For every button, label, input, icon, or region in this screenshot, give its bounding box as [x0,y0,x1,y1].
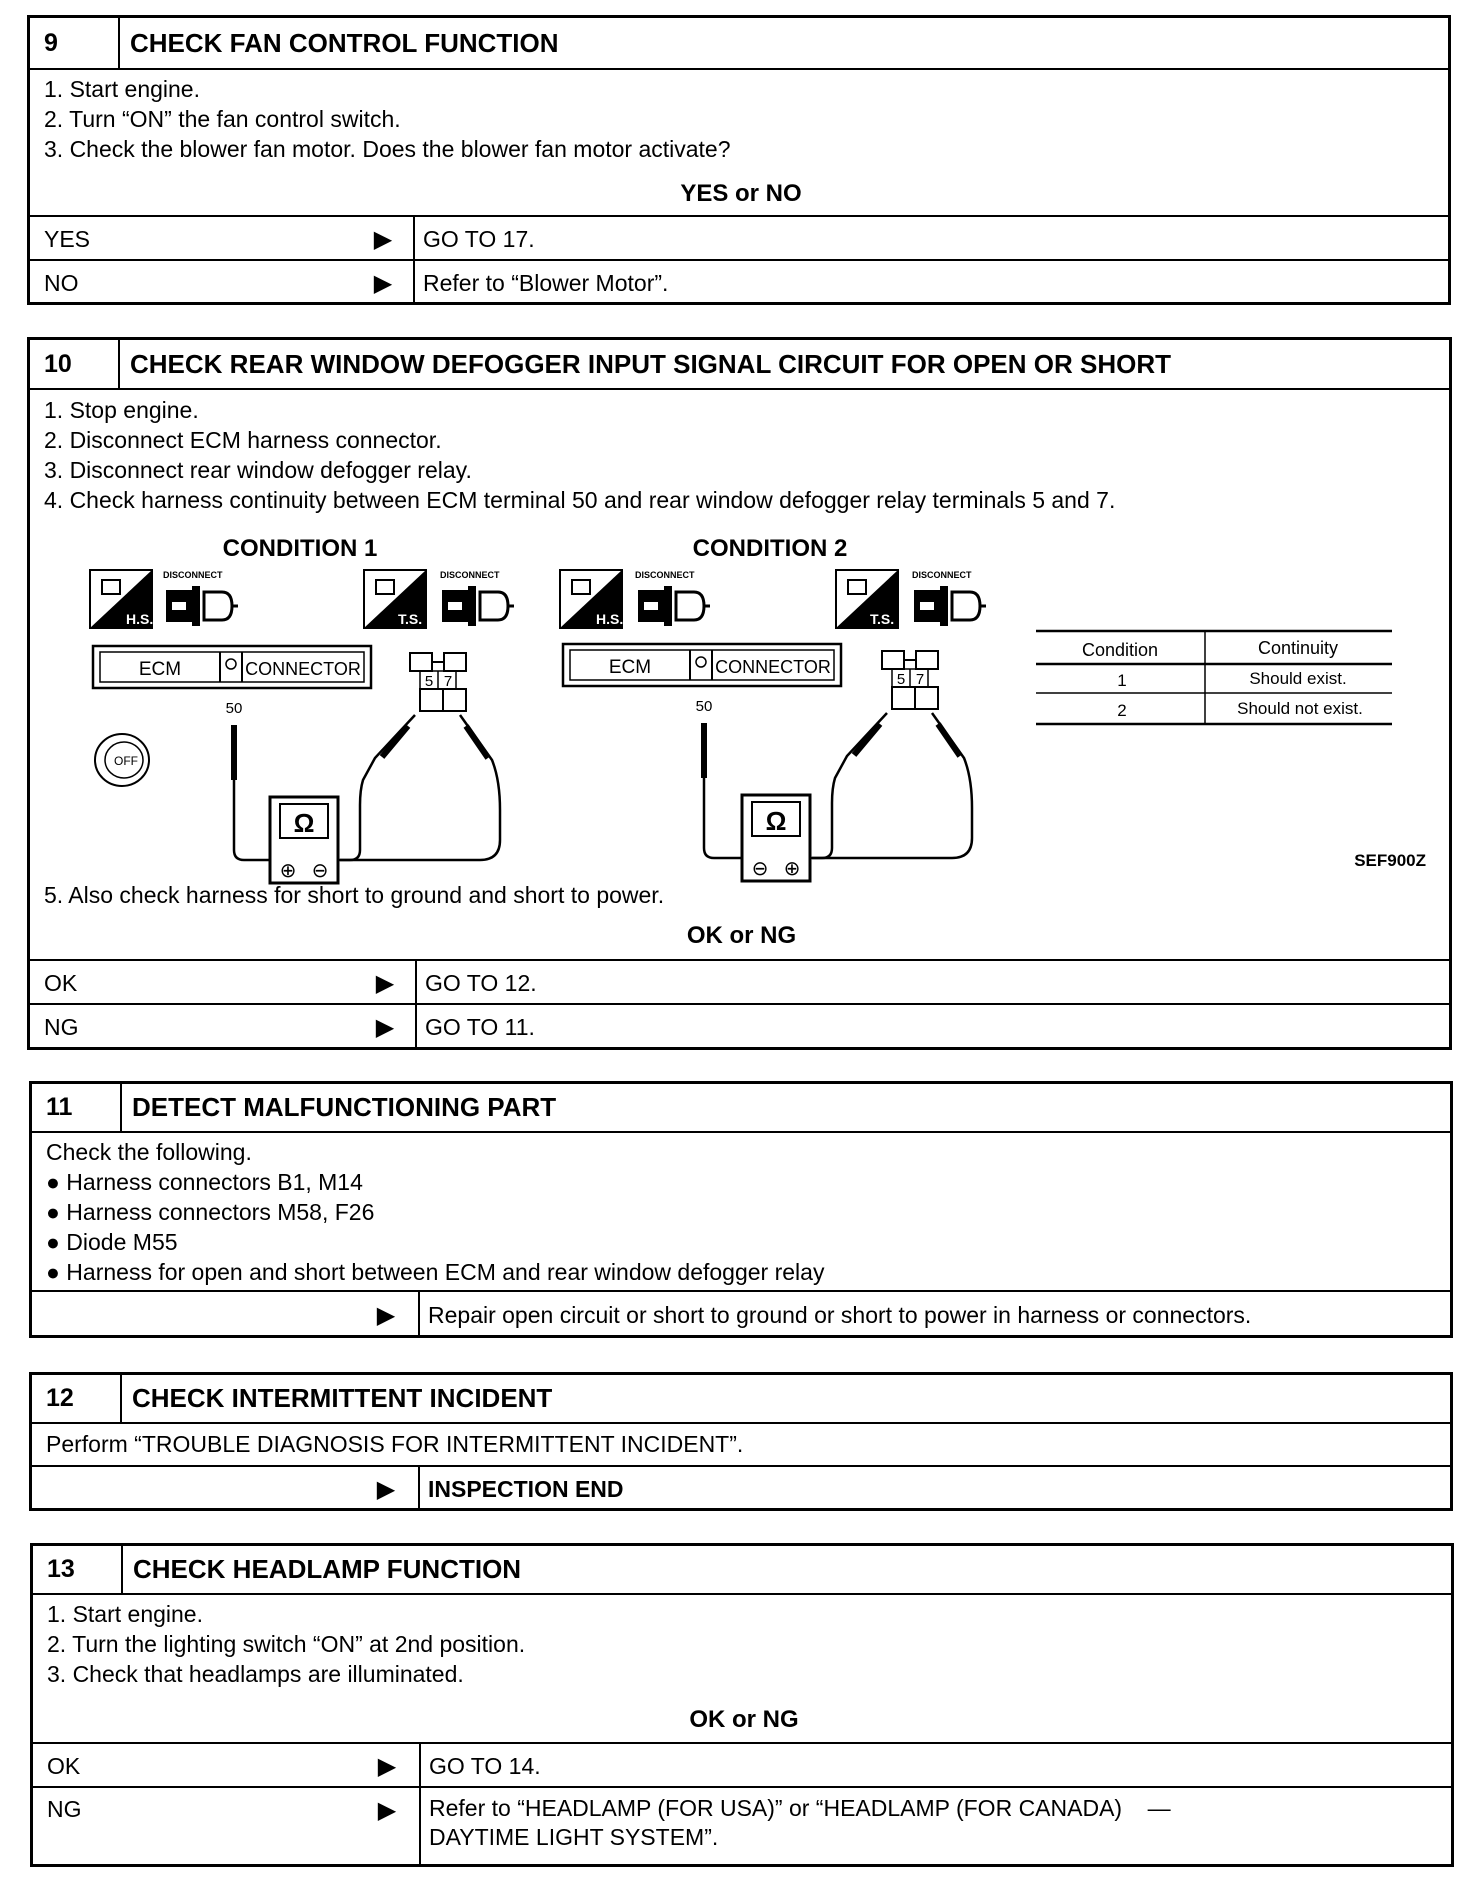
step-13-header [33,1546,1451,1595]
step-number: 9 [30,18,120,68]
disconnect-icon [638,586,710,626]
arrow-icon: ▶ [375,1013,395,1041]
ohm-symbol: Ω [765,806,787,836]
step-number: 13 [33,1546,123,1593]
result-action: INSPECTION END [418,1467,1450,1511]
step-12-box [29,1372,1453,1511]
step-title: CHECK FAN CONTROL FUNCTION [130,27,559,58]
instruction-line: 3. Check the blower fan motor. Does the blower fan motor activate? [44,136,731,162]
connector-label: CONNECTOR [245,659,361,679]
table-cell: Should exist. [1249,669,1347,688]
result-row [33,1742,1451,1788]
step-title: CHECK REAR WINDOW DEFOGGER INPUT SIGNAL CIRCUIT FOR OPEN OR SHORT [130,348,1171,379]
hs-label: H.S. [596,611,624,627]
ohm-symbol: Ω [293,808,315,838]
ecm-label: ECM [608,657,652,678]
minus-terminal: ⊖ [311,860,329,882]
result-action: Refer to “Blower Motor”. [413,261,1448,305]
terminal-number: 50 [695,698,713,715]
bullet-icon: ● [46,1169,67,1195]
terminal-number: 50 [225,700,243,717]
instruction-line: 2. Disconnect ECM harness connector. [44,427,442,453]
list-intro: Check the following. [46,1139,252,1165]
terminal-side-icon [364,570,426,628]
result-label: YES [44,225,91,252]
bullet-icon: ● [46,1259,67,1285]
list-item: ● Diode M55 [46,1229,178,1255]
result-action: GO TO 11. [415,1005,1449,1049]
step-11-header [32,1084,1450,1133]
step-12-header [32,1375,1450,1424]
step-title: CHECK HEADLAMP FUNCTION [133,1554,522,1584]
list-item: ● Harness connectors B1, M14 [46,1169,363,1195]
disconnect-icon [442,586,514,626]
relay-terminal-7: 7 [915,671,925,688]
result-label: NG [47,1796,82,1822]
check-list [46,1137,1440,1287]
result-row [30,959,1449,1005]
arrow-icon: ▶ [375,969,395,997]
result-row [30,1003,1449,1049]
instruction-line: Perform “TROUBLE DIAGNOSIS FOR INTERMITTENT INCIDENT”. [46,1431,744,1457]
result-row [33,1786,1451,1867]
instruction-line: 3. Check that headlamps are illuminated. [47,1661,464,1687]
relay-terminal-7: 7 [443,673,453,690]
disconnect-label: DISCONNECT [440,570,500,580]
off-label: OFF [114,754,138,768]
ohmmeter [742,795,810,881]
disconnect-icon [914,586,986,626]
relay-terminal-5: 5 [424,673,434,690]
ecm-label: ECM [138,659,182,680]
step-title: CHECK INTERMITTENT INCIDENT [132,1383,553,1413]
minus-terminal: ⊖ [751,858,769,880]
step-13-box [30,1543,1454,1867]
result-row [32,1290,1450,1338]
step-title: DETECT MALFUNCTIONING PART [132,1092,557,1122]
result-action: GO TO 14. [419,1744,1451,1788]
result-action: Repair open circuit or short to ground or short to power in harness or connectors. [418,1292,1450,1338]
step-9-box [27,15,1451,305]
arrow-icon: ▶ [373,269,393,297]
continuity-table [1036,631,1392,724]
result-row [30,215,1448,261]
bullet-icon: ● [46,1199,67,1225]
step-9-header [30,18,1448,70]
result-label: OK [44,969,78,996]
plus-terminal: ⊕ [279,860,297,882]
hs-label: H.S. [126,611,154,627]
step-instructions [44,880,1439,910]
bullet-icon: ● [46,1229,67,1255]
table-cell: Should not exist. [1237,699,1363,718]
result-label: NO [44,269,79,296]
step-11-box [29,1081,1453,1338]
ignition-off-icon [95,734,149,786]
relay-terminal-5: 5 [896,671,906,688]
instruction-line: 1. Start engine. [44,76,200,102]
result-action-line: DAYTIME LIGHT SYSTEM”. [429,1824,719,1850]
step-instructions [46,1429,1440,1459]
harness-side-icon [90,570,153,628]
instruction-line: 5. Also check harness for short to ground and short to power. [44,882,665,908]
ohmmeter [270,797,338,883]
table-cell: 1 [1117,671,1127,690]
result-action-line: Refer to “HEADLAMP (FOR USA)” or “HEADLAMP (FOR CANADA) — [429,1795,1171,1821]
condition-2-label: CONDITION 2 [692,535,848,562]
figure-code: SEF900Z [1354,851,1426,870]
result-label: OK [47,1752,81,1779]
instruction-line: 2. Turn the lighting switch “ON” at 2nd position. [47,1631,526,1657]
instruction-line: 1. Stop engine. [44,397,199,423]
result-action: GO TO 17. [413,217,1448,261]
table-header: Condition [1081,640,1159,660]
result-row [30,259,1448,305]
arrow-icon: ▶ [377,1797,397,1824]
arrow-icon: ▶ [376,1475,396,1503]
ok-ng-question: OK or NG [689,1706,799,1733]
terminal-side-icon [836,570,898,628]
ok-ng-question: OK or NG [686,922,797,949]
disconnect-label: DISCONNECT [635,570,695,580]
ts-label: T.S. [398,611,423,627]
step-instructions [44,74,1438,164]
step-instructions [47,1599,1441,1689]
table-cell: 2 [1117,701,1127,720]
list-item: ● Harness connectors M58, F26 [46,1199,375,1225]
plus-terminal: ⊕ [783,858,801,880]
harness-side-icon [560,570,623,628]
table-header: Continuity [1257,638,1339,658]
yes-no-question: YES or NO [680,180,802,207]
step-10-box [27,337,1452,1050]
arrow-icon: ▶ [373,225,393,253]
step-number: 10 [30,340,120,388]
instruction-line: 4. Check harness continuity between ECM terminal 50 and rear window defogger relay terminals 5 and 7. [44,487,1116,513]
result-action [419,1788,1451,1867]
arrow-icon: ▶ [377,1752,397,1780]
instruction-line: 1. Start engine. [47,1601,203,1627]
ts-label: T.S. [870,611,895,627]
list-item: ● Harness for open and short between ECM and rear window defogger relay [46,1259,825,1285]
continuity-check-figure [30,340,1449,900]
condition-1-label: CONDITION 1 [222,535,378,562]
step-number: 11 [32,1084,122,1131]
disconnect-label: DISCONNECT [912,570,972,580]
result-label: NG [44,1013,79,1040]
instruction-line: 2. Turn “ON” the fan control switch. [44,106,401,132]
result-action: GO TO 12. [415,961,1449,1005]
arrow-icon: ▶ [376,1301,396,1329]
disconnect-label: DISCONNECT [163,570,223,580]
result-row [32,1465,1450,1511]
disconnect-icon [166,586,238,626]
step-number: 12 [32,1375,122,1422]
connector-label: CONNECTOR [715,657,831,677]
instruction-line: 3. Disconnect rear window defogger relay. [44,457,472,483]
